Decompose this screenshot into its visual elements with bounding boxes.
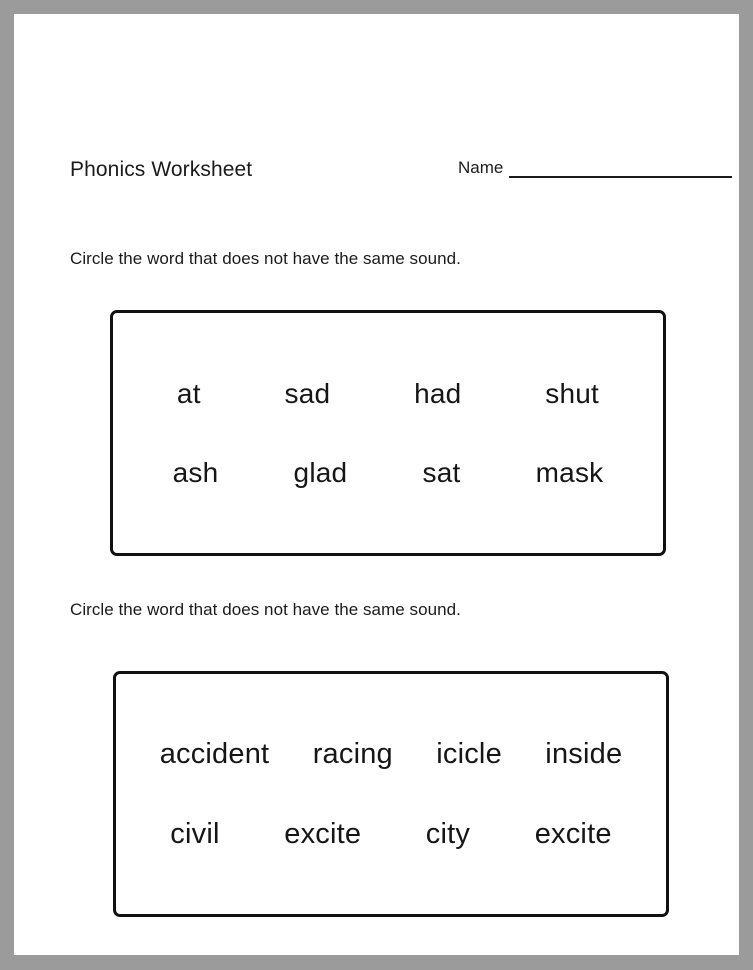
word-item[interactable]: glad bbox=[293, 456, 348, 488]
word-item[interactable]: icicle bbox=[436, 737, 502, 770]
word-item[interactable]: accident bbox=[159, 737, 270, 770]
worksheet-header bbox=[70, 144, 720, 194]
name-input-line[interactable] bbox=[509, 176, 732, 178]
word-item[interactable]: sat bbox=[422, 456, 461, 488]
word-item[interactable]: excite bbox=[534, 817, 612, 850]
word-item[interactable]: racing bbox=[312, 737, 393, 770]
word-row bbox=[113, 378, 663, 410]
word-item[interactable]: had bbox=[414, 377, 462, 409]
worksheet-page bbox=[14, 14, 739, 955]
word-row bbox=[116, 738, 666, 771]
instruction-text-1: Circle the word that does not have the same sound. bbox=[70, 249, 461, 268]
name-label: Name bbox=[458, 158, 504, 177]
word-row bbox=[116, 818, 666, 851]
instruction-text-2: Circle the word that does not have the same sound. bbox=[70, 600, 461, 619]
word-box-2 bbox=[113, 671, 669, 917]
word-item[interactable]: mask bbox=[535, 456, 604, 488]
word-item[interactable]: ash bbox=[172, 456, 219, 488]
name-field-group bbox=[458, 157, 732, 181]
page-title: Phonics Worksheet bbox=[70, 158, 253, 181]
word-item[interactable]: sad bbox=[284, 377, 331, 409]
word-item[interactable]: inside bbox=[545, 737, 623, 770]
word-item[interactable]: at bbox=[176, 377, 201, 409]
word-item[interactable]: excite bbox=[284, 817, 362, 850]
word-box-1 bbox=[110, 310, 666, 556]
word-item[interactable]: city bbox=[425, 817, 471, 850]
word-item[interactable]: civil bbox=[170, 817, 220, 850]
word-row bbox=[113, 457, 663, 489]
word-item[interactable]: shut bbox=[545, 377, 600, 409]
